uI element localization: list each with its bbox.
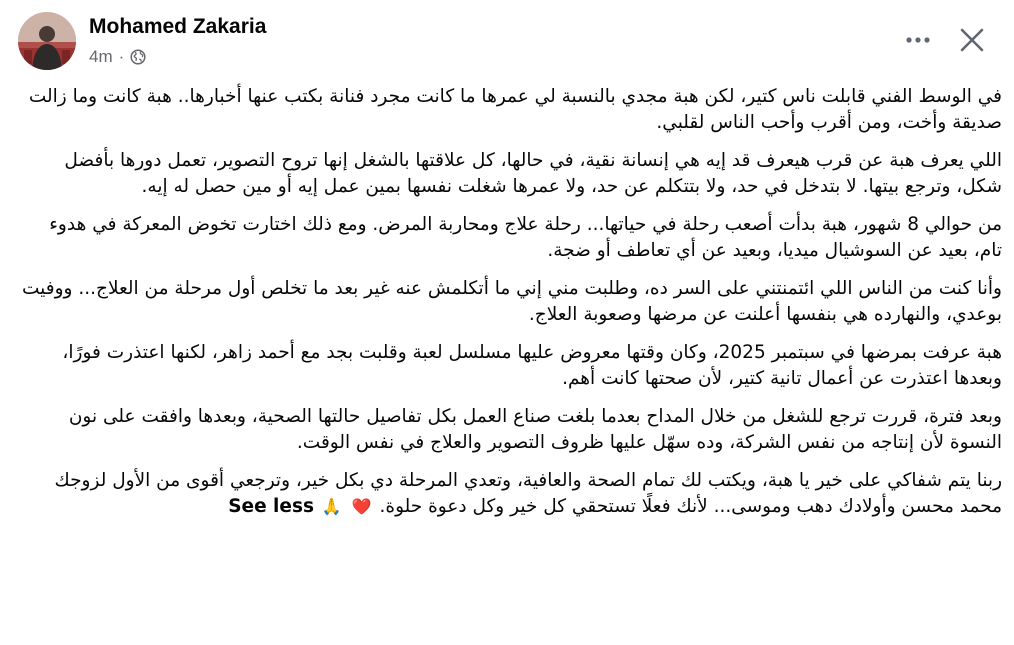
post-paragraph: في الوسط الفني قابلت ناس كتير، لكن هبة مجدي بالنسبة لي عمرها ما كانت مجرد فنانة بكتب عنها أخبارها.. هبة كانت وما زالت صديقة وأخت، ومن أقرب وأحب الناس لقلبي.: [28, 86, 1002, 133]
close-icon: [960, 28, 984, 52]
post-header: [0, 0, 1014, 80]
post-paragraph: اللي يعرف هبة عن قرب هيعرف قد إيه هي إنسانة نقية، في حالها، كل علاقتها بالشغل إنها تروح التصوير، تعمل دورها بأفضل شكل، وترجع بيتها. لا بتدخل في حد، ولا بتتكلم عن حد، ولا عمرها شغلت نفسها بمين عمل إيه أو مين حصل له إيه.: [64, 150, 1002, 197]
avatar-image: [18, 12, 76, 70]
globe-icon[interactable]: [130, 49, 146, 65]
post-paragraph: وبعد فترة، قررت ترجع للشغل من خلال المداح بعدما بلغت صناع العمل بكل تفاصيل حالتها الصحية، وبعدها وافقت على نون النسوة لأن إنتاجه من نفس الشركة، وده سهّل عليها ظروف التصوير والعلاج في نفس الوقت.: [68, 406, 1002, 453]
avatar[interactable]: [18, 12, 76, 70]
timestamp[interactable]: 4m: [89, 47, 113, 66]
more-horizontal-icon: [905, 36, 931, 44]
author-name[interactable]: Mohamed Zakaria: [89, 15, 267, 38]
post-paragraph: من حوالي 8 شهور، هبة بدأت أصعب رحلة في حياتها... رحلة علاج ومحاربة المرض. ومع ذلك اختارت تخوض المعركة في هدوء تام، بعيد عن السوشيال ميديا، وبعيد عن أي تعاطف أو ضجة.: [49, 214, 1002, 261]
post-paragraph: هبة عرفت بمرضها في سبتمبر 2025، وكان وقتها معروض عليها مسلسل لعبة وقلبت بجد مع أحمد زاهر، لكنها اعتذرت فورًا، وبعدها اعتذرت عن أعمال تانية كتير، لأن صحتها كانت أهم.: [62, 342, 1002, 389]
more-options-button[interactable]: [896, 20, 940, 60]
meta-separator: ·: [118, 47, 125, 66]
praying-hands-emoji: 🙏: [321, 497, 342, 516]
see-less-button[interactable]: See less: [228, 496, 314, 517]
post-meta: [89, 46, 146, 68]
heart-emoji: ❤️: [351, 497, 372, 516]
post-text: [20, 84, 1002, 532]
close-button[interactable]: [950, 20, 994, 60]
post-closing-paragraph: [20, 468, 1002, 520]
closing-text: ربنا يتم شفاكي على خير يا هبة، ويكتب لك تمام الصحة والعافية، وتعدي المرحلة دي بكل خير، وترجعي أقوى من الأول لزوجك محمد محسن وأولادك دهب وموسى... لأنك فعلًا تستحقي كل خير وكل دعوة حلوة.: [54, 470, 1002, 517]
post-paragraph: وأنا كنت من الناس اللي ائتمنتني على السر ده، وطلبت مني إني ما أتكلمش عنه غير بعد ما تخلص أول مرحلة من العلاج... ووفيت بوعدي، والنهارده هي بنفسها أعلنت عن مرضها وصعوبة العلاج.: [22, 278, 1002, 325]
